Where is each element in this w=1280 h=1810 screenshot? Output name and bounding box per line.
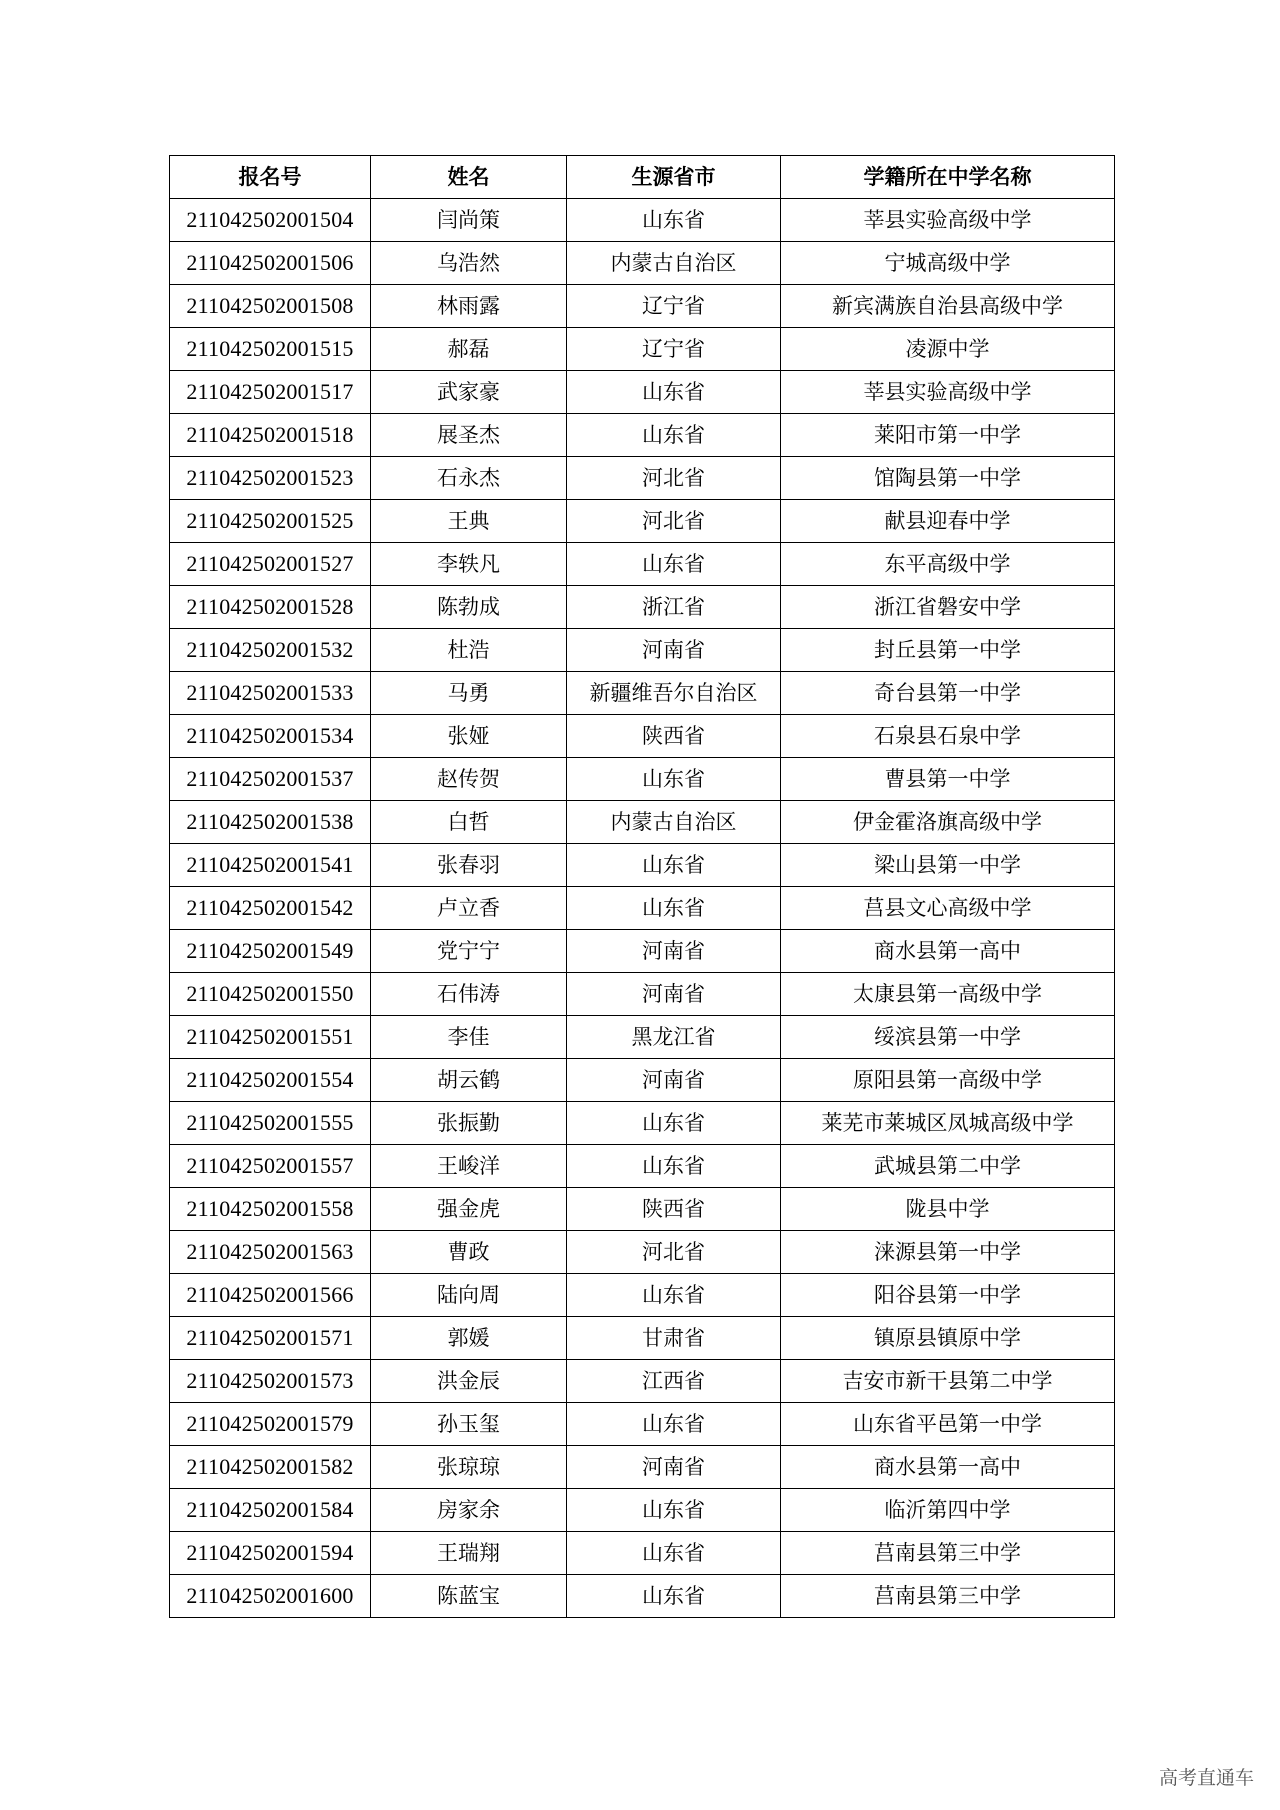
cell-name: 赵传贺	[371, 758, 567, 801]
table-row	[170, 1575, 1115, 1618]
cell-province: 河南省	[567, 1059, 781, 1102]
table-row	[170, 328, 1115, 371]
cell-registration-number: 211042502001518	[170, 414, 371, 457]
table-row	[170, 1403, 1115, 1446]
table-row	[170, 1016, 1115, 1059]
cell-name: 王典	[371, 500, 567, 543]
header-province: 生源省市	[567, 156, 781, 199]
cell-school: 武城县第二中学	[781, 1145, 1115, 1188]
cell-province: 黑龙江省	[567, 1016, 781, 1059]
cell-school: 宁城高级中学	[781, 242, 1115, 285]
cell-school: 莒南县第三中学	[781, 1575, 1115, 1618]
cell-province: 陕西省	[567, 1188, 781, 1231]
cell-name: 杜浩	[371, 629, 567, 672]
cell-school: 商水县第一高中	[781, 930, 1115, 973]
table-header-row	[170, 156, 1115, 199]
cell-registration-number: 211042502001555	[170, 1102, 371, 1145]
cell-registration-number: 211042502001537	[170, 758, 371, 801]
cell-province: 新疆维吾尔自治区	[567, 672, 781, 715]
cell-name: 乌浩然	[371, 242, 567, 285]
cell-registration-number: 211042502001525	[170, 500, 371, 543]
cell-school: 献县迎春中学	[781, 500, 1115, 543]
cell-school: 山东省平邑第一中学	[781, 1403, 1115, 1446]
table-row	[170, 1360, 1115, 1403]
cell-name: 洪金辰	[371, 1360, 567, 1403]
cell-name: 闫尚策	[371, 199, 567, 242]
cell-school: 吉安市新干县第二中学	[781, 1360, 1115, 1403]
cell-province: 山东省	[567, 1102, 781, 1145]
table-row	[170, 887, 1115, 930]
table-row	[170, 1274, 1115, 1317]
cell-province: 山东省	[567, 199, 781, 242]
cell-school: 莘县实验高级中学	[781, 199, 1115, 242]
cell-registration-number: 211042502001584	[170, 1489, 371, 1532]
cell-province: 河南省	[567, 973, 781, 1016]
cell-province: 山东省	[567, 1489, 781, 1532]
cell-school: 新宾满族自治县高级中学	[781, 285, 1115, 328]
header-name: 姓名	[371, 156, 567, 199]
cell-registration-number: 211042502001542	[170, 887, 371, 930]
table-body	[170, 199, 1115, 1618]
cell-province: 甘肃省	[567, 1317, 781, 1360]
table-row	[170, 414, 1115, 457]
table-row	[170, 500, 1115, 543]
cell-province: 陕西省	[567, 715, 781, 758]
cell-province: 山东省	[567, 1274, 781, 1317]
cell-name: 林雨露	[371, 285, 567, 328]
cell-province: 辽宁省	[567, 328, 781, 371]
cell-name: 胡云鹤	[371, 1059, 567, 1102]
cell-province: 河南省	[567, 629, 781, 672]
table-row	[170, 1489, 1115, 1532]
cell-name: 陆向周	[371, 1274, 567, 1317]
cell-school: 梁山县第一中学	[781, 844, 1115, 887]
cell-name: 张振勤	[371, 1102, 567, 1145]
cell-name: 李佳	[371, 1016, 567, 1059]
table-row	[170, 1317, 1115, 1360]
table-row	[170, 672, 1115, 715]
cell-name: 石永杰	[371, 457, 567, 500]
cell-province: 内蒙古自治区	[567, 242, 781, 285]
cell-school: 原阳县第一高级中学	[781, 1059, 1115, 1102]
cell-province: 山东省	[567, 1403, 781, 1446]
cell-name: 房家余	[371, 1489, 567, 1532]
cell-province: 河南省	[567, 930, 781, 973]
cell-school: 东平高级中学	[781, 543, 1115, 586]
cell-name: 陈蓝宝	[371, 1575, 567, 1618]
cell-registration-number: 211042502001563	[170, 1231, 371, 1274]
table-row	[170, 199, 1115, 242]
table-row	[170, 1102, 1115, 1145]
table-row	[170, 1059, 1115, 1102]
cell-name: 陈勃成	[371, 586, 567, 629]
header-school: 学籍所在中学名称	[781, 156, 1115, 199]
table-row	[170, 973, 1115, 1016]
cell-registration-number: 211042502001528	[170, 586, 371, 629]
cell-registration-number: 211042502001504	[170, 199, 371, 242]
cell-province: 河南省	[567, 1446, 781, 1489]
table-row	[170, 371, 1115, 414]
cell-name: 白哲	[371, 801, 567, 844]
cell-registration-number: 211042502001527	[170, 543, 371, 586]
table-row	[170, 844, 1115, 887]
table-row	[170, 801, 1115, 844]
cell-school: 阳谷县第一中学	[781, 1274, 1115, 1317]
cell-province: 山东省	[567, 844, 781, 887]
header-registration-number: 报名号	[170, 156, 371, 199]
cell-province: 内蒙古自治区	[567, 801, 781, 844]
cell-school: 商水县第一高中	[781, 1446, 1115, 1489]
cell-school: 太康县第一高级中学	[781, 973, 1115, 1016]
cell-name: 张春羽	[371, 844, 567, 887]
cell-name: 展圣杰	[371, 414, 567, 457]
cell-school: 奇台县第一中学	[781, 672, 1115, 715]
table-row	[170, 1231, 1115, 1274]
table-row	[170, 1446, 1115, 1489]
cell-registration-number: 211042502001551	[170, 1016, 371, 1059]
cell-registration-number: 211042502001532	[170, 629, 371, 672]
admission-roster-table	[169, 155, 1115, 1618]
cell-school: 浙江省磐安中学	[781, 586, 1115, 629]
cell-registration-number: 211042502001533	[170, 672, 371, 715]
cell-school: 封丘县第一中学	[781, 629, 1115, 672]
cell-registration-number: 211042502001579	[170, 1403, 371, 1446]
cell-school: 涞源县第一中学	[781, 1231, 1115, 1274]
cell-province: 河北省	[567, 1231, 781, 1274]
cell-school: 莒县文心高级中学	[781, 887, 1115, 930]
table-row	[170, 543, 1115, 586]
cell-registration-number: 211042502001600	[170, 1575, 371, 1618]
cell-registration-number: 211042502001594	[170, 1532, 371, 1575]
cell-registration-number: 211042502001508	[170, 285, 371, 328]
cell-province: 河北省	[567, 457, 781, 500]
cell-registration-number: 211042502001554	[170, 1059, 371, 1102]
watermark-text: 高考直通车	[1158, 1767, 1254, 1789]
cell-registration-number: 211042502001538	[170, 801, 371, 844]
cell-registration-number: 211042502001523	[170, 457, 371, 500]
cell-province: 山东省	[567, 1532, 781, 1575]
cell-registration-number: 211042502001558	[170, 1188, 371, 1231]
table-row	[170, 457, 1115, 500]
cell-school: 凌源中学	[781, 328, 1115, 371]
cell-province: 山东省	[567, 887, 781, 930]
cell-registration-number: 211042502001573	[170, 1360, 371, 1403]
cell-school: 镇原县镇原中学	[781, 1317, 1115, 1360]
cell-province: 山东省	[567, 414, 781, 457]
cell-school: 陇县中学	[781, 1188, 1115, 1231]
cell-school: 绥滨县第一中学	[781, 1016, 1115, 1059]
cell-school: 曹县第一中学	[781, 758, 1115, 801]
cell-school: 馆陶县第一中学	[781, 457, 1115, 500]
cell-registration-number: 211042502001541	[170, 844, 371, 887]
cell-name: 王瑞翔	[371, 1532, 567, 1575]
cell-registration-number: 211042502001550	[170, 973, 371, 1016]
cell-province: 山东省	[567, 1575, 781, 1618]
cell-registration-number: 211042502001515	[170, 328, 371, 371]
cell-school: 莘县实验高级中学	[781, 371, 1115, 414]
cell-province: 浙江省	[567, 586, 781, 629]
cell-name: 马勇	[371, 672, 567, 715]
cell-school: 莱阳市第一中学	[781, 414, 1115, 457]
cell-school: 临沂第四中学	[781, 1489, 1115, 1532]
cell-registration-number: 211042502001566	[170, 1274, 371, 1317]
table-row	[170, 242, 1115, 285]
cell-registration-number: 211042502001506	[170, 242, 371, 285]
cell-name: 李轶凡	[371, 543, 567, 586]
cell-name: 强金虎	[371, 1188, 567, 1231]
table-row	[170, 1532, 1115, 1575]
cell-school: 伊金霍洛旗高级中学	[781, 801, 1115, 844]
cell-province: 辽宁省	[567, 285, 781, 328]
cell-registration-number: 211042502001549	[170, 930, 371, 973]
cell-name: 郭媛	[371, 1317, 567, 1360]
cell-name: 武家豪	[371, 371, 567, 414]
cell-registration-number: 211042502001582	[170, 1446, 371, 1489]
table-row	[170, 715, 1115, 758]
cell-province: 山东省	[567, 371, 781, 414]
table-row	[170, 285, 1115, 328]
cell-name: 党宁宁	[371, 930, 567, 973]
cell-school: 莱芜市莱城区凤城高级中学	[781, 1102, 1115, 1145]
cell-name: 孙玉玺	[371, 1403, 567, 1446]
cell-registration-number: 211042502001557	[170, 1145, 371, 1188]
cell-name: 王峻洋	[371, 1145, 567, 1188]
cell-name: 卢立香	[371, 887, 567, 930]
cell-school: 石泉县石泉中学	[781, 715, 1115, 758]
cell-registration-number: 211042502001534	[170, 715, 371, 758]
cell-province: 江西省	[567, 1360, 781, 1403]
table-row	[170, 586, 1115, 629]
table-row	[170, 629, 1115, 672]
cell-province: 山东省	[567, 543, 781, 586]
cell-province: 山东省	[567, 758, 781, 801]
table-row	[170, 1145, 1115, 1188]
cell-registration-number: 211042502001571	[170, 1317, 371, 1360]
cell-registration-number: 211042502001517	[170, 371, 371, 414]
table-row	[170, 758, 1115, 801]
cell-province: 山东省	[567, 1145, 781, 1188]
cell-name: 张娅	[371, 715, 567, 758]
cell-name: 曹政	[371, 1231, 567, 1274]
cell-school: 莒南县第三中学	[781, 1532, 1115, 1575]
cell-name: 石伟涛	[371, 973, 567, 1016]
cell-name: 郝磊	[371, 328, 567, 371]
table-row	[170, 930, 1115, 973]
table-row	[170, 1188, 1115, 1231]
cell-province: 河北省	[567, 500, 781, 543]
cell-name: 张琼琼	[371, 1446, 567, 1489]
